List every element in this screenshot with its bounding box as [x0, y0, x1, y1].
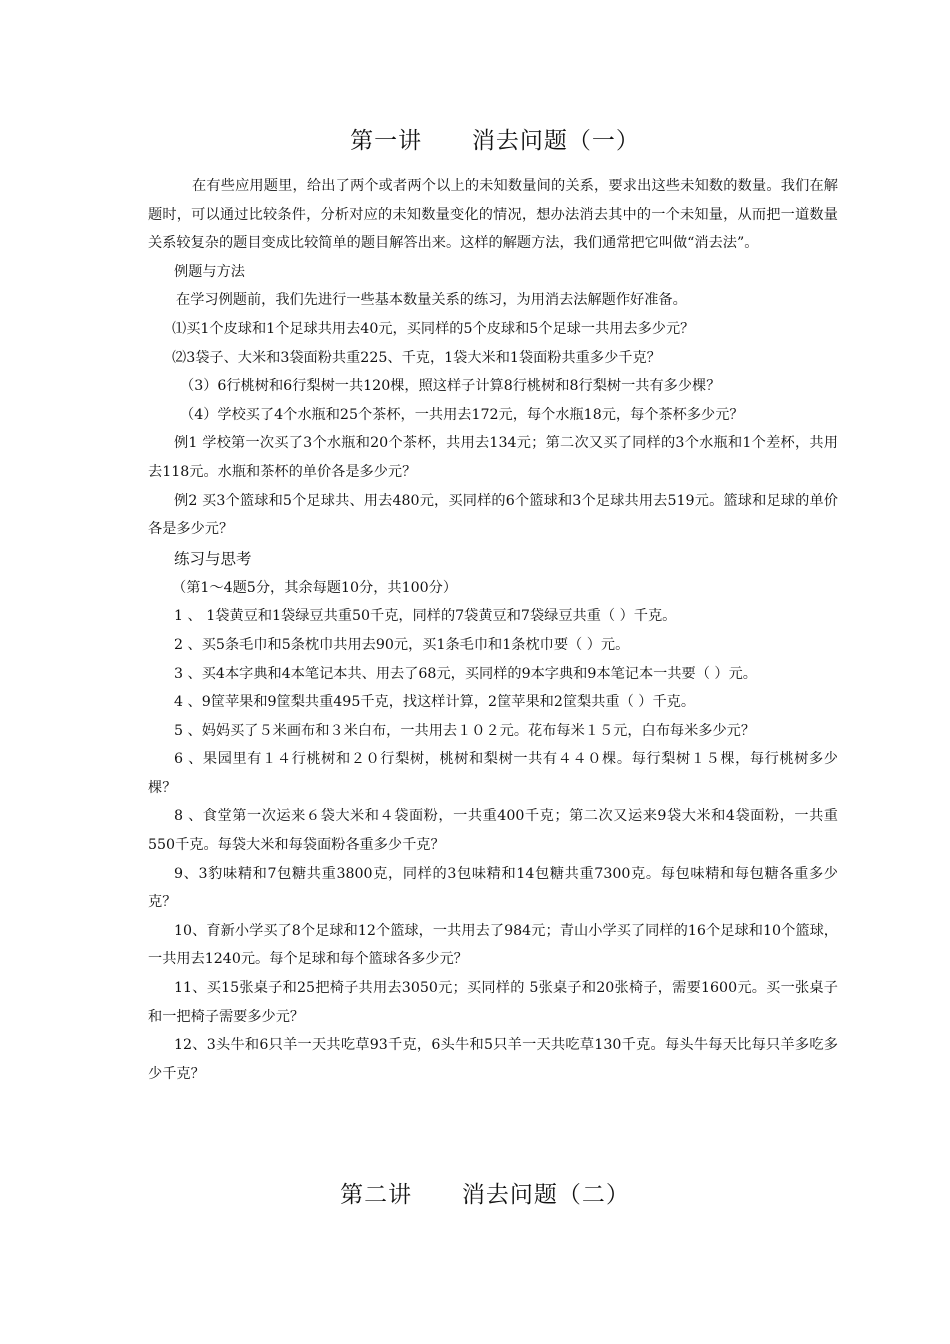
prep-paragraph: 在学习例题前，我们先进行一些基本数量关系的练习，为用消去法解题作好准备。: [176, 292, 687, 309]
problem-8: 8 、食堂第一次运来６袋大米和４袋面粉，一共重400千克；第二次又运来9袋大米和4袋面粉，一共重550千克。每袋大米和每袋面粉各重多少千克？: [148, 808, 838, 854]
problem-1: 1 、 1袋黄豆和1袋绿豆共重50千克，同样的7袋黄豆和7袋绿豆共重（ ）千克。: [174, 608, 677, 625]
warmup-item-4: （4）学校买了4个水瓶和25个茶杯，一共用去172元，每个水瓶18元，每个茶杯多少元？: [180, 406, 744, 423]
problem-6: 6 、果园里有１４行桃树和２０行梨树，桃树和梨树一共有４４０棵。每行梨树１５棵，每行桃树多少棵？: [148, 751, 838, 796]
example-2: 例2 买3个篮球和5个足球共、用去480元，买同样的6个篮球和3个足球共用去519元。篮球和足球的单价各是多少元？: [148, 492, 838, 538]
warmup-item-2: ⑵3袋子、大米和3袋面粉共重225、千克，1袋大米和1袋面粉共重多少千克？: [172, 349, 661, 366]
problem-3: 3 、买4本字典和4本笔记本共、用去了68元，买同样的9本字典和9本笔记本一共要（ ）元。: [174, 665, 757, 682]
problem-12: 12、3头牛和6只羊一天共吃草93千克，6头牛和5只羊一天共吃草130千克。每头牛每天比每只羊多吃多少千克？: [148, 1037, 838, 1082]
problem-9: 9、3豹味精和7包糖共重3800克，同样的3包味精和14包糖共重7300克。每包味精和每包糖各重多少克？: [148, 865, 838, 911]
problem-5: 5 、妈妈买了５米画布和３米白布，一共用去１０２元。花布每米１５元，白布每米多少元？: [174, 722, 756, 739]
scoring-note: （第1～4题5分，其余每题10分，共100分）: [172, 579, 458, 596]
lecture-2-title: 第二讲 消去问题（二）: [340, 1182, 630, 1208]
examples-heading: 例题与方法: [174, 263, 245, 280]
problem-11: 11、买15张桌子和25把椅子共用去3050元；买同样的 5张桌子和20张椅子，需要1600元。买一张桌子和一把椅子需要多少元？: [148, 980, 838, 1025]
lecture-1-body: [148, 172, 838, 1088]
warmup-item-1: ⑴买1个皮球和1个足球共用去40元，买同样的5个皮球和5个足球一共用去多少元？: [172, 320, 695, 337]
problem-4: 4 、9筐苹果和9筐梨共重495千克，找这样计算，2筐苹果和2筐梨共重（ ）千克。: [174, 694, 696, 711]
warmup-item-3: （3）6行桃树和6行梨树一共120棵，照这样子计算8行桃树和8行梨树一共有多少棵？: [180, 378, 721, 395]
intro-paragraph: 在有些应用题里，给出了两个或者两个以上的未知数量间的关系，要求出这些未知数的数量。我们在解题时，可以通过比较条件，分析对应的未知数量变化的情况，想办法消去其中的一个未知量，从而把一道数量关系较复杂的题目变成比较简单的题目解答出来。这样的解题方法，我们通常把它叫做“消去法”。: [148, 178, 838, 252]
problem-10: 10、育新小学买了8个足球和12个篮球，一共用去了984元；青山小学买了同样的16个足球和10个篮球，一共用去1240元。每个足球和每个篮球各多少元？: [148, 922, 838, 968]
practice-heading: 练习与思考: [174, 549, 252, 568]
lecture-1-title: 第一讲 消去问题（一）: [350, 128, 640, 154]
problem-2: 2 、买5条毛巾和5条枕巾共用去90元，买1条毛巾和1条枕巾要（ ）元。: [174, 636, 630, 653]
example-1: 例1 学校第一次买了3个水瓶和20个茶杯，共用去134元；第二次又买了同样的3个水瓶和1个差杯，共用去118元。水瓶和茶杯的单价各是多少元？: [148, 435, 838, 480]
